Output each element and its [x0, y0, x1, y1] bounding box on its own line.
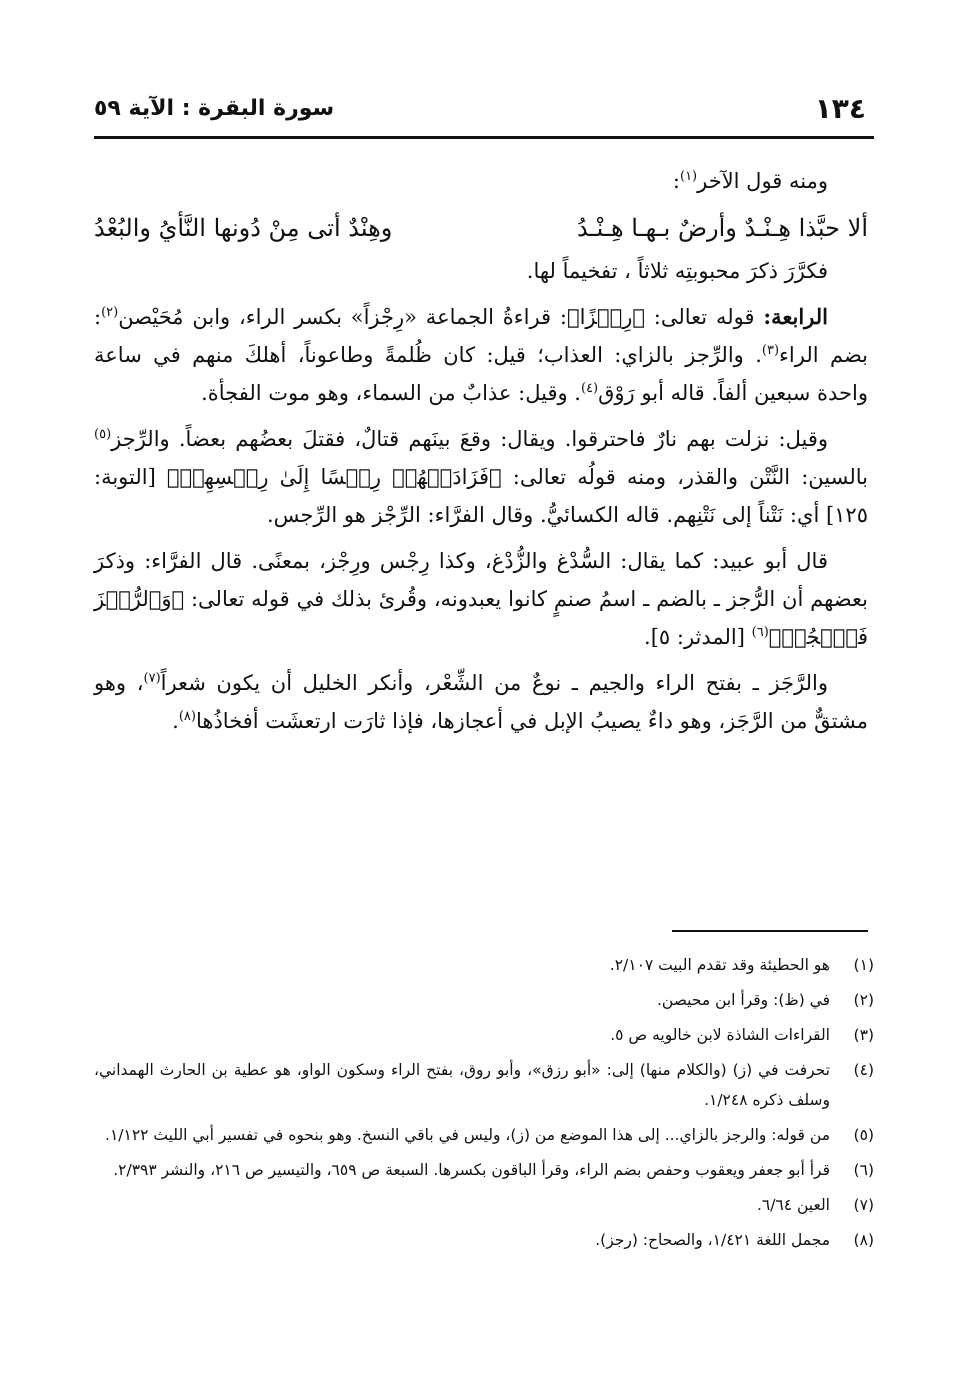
footnote-text: العين ٦/٦٤.: [756, 1196, 830, 1214]
footnote-ref-6: (٦): [751, 625, 769, 640]
intro-text: ومنه قول الآخر: [697, 169, 828, 193]
page-number: ١٣٤: [814, 92, 866, 125]
footnote-ref-3: (٣): [761, 343, 780, 358]
paragraph-text: والرَّجَز ـ بفتح الراء والجيم ـ نوعٌ من الشِّعْر، وأنكر الخليل أن يكون شعراً: [160, 671, 828, 695]
footnote: [94, 1055, 874, 1115]
footnote-number: (٣): [853, 1026, 874, 1044]
footnote-number: (٨): [853, 1231, 874, 1249]
paragraph-abu-ubaid: [94, 542, 868, 656]
footnote-number: (٢): [853, 991, 874, 1009]
footnotes: [94, 950, 874, 1260]
paragraph-text: . وقيل: عذابٌ من السماء، وهو موت الفجأة.: [201, 381, 581, 405]
paragraph-text: قال أبو عبيد: كما يقال: السُّدْغ والزُّدْغ، وكذا رِجْس ورِجْز، بمعنًى. قال الفرَّاء: وذكرَ بعضهم أن الرُّجز ـ بالضم ـ اسمُ صنمٍ كانوا يعبدونه، وقُرئ بذلك في قوله تعالى: ﴿وَٱلرُّجۡزَ فَٱهۡجُرۡ﴾: [94, 549, 868, 649]
footnote-ref-1: (١): [679, 169, 698, 184]
intro-line: [94, 162, 868, 200]
running-title: سورة البقرة : الآية ٥٩: [94, 96, 335, 121]
footnote-ref-2: (٢): [101, 305, 119, 320]
footnote: [94, 1190, 874, 1220]
verse-second-hemistich: وهِنْدٌ أتى مِنْ دُونها النَّأيُ والبُعْدُ: [94, 214, 393, 242]
footnote-text: قرأ أبو جعفر ويعقوب وحفص بضم الراء، وقرأ الباقون بكسرها. السبعة ص ٦٥٩، والتيسير ص ٢١٦، والنشر ٢/٣٩٣.: [113, 1161, 830, 1179]
footnote: [94, 985, 874, 1015]
paragraph-text: : بضم الراء: [94, 305, 868, 367]
main-text: [94, 162, 868, 748]
footnote-text: تحرفت في (ز) (والكلام منها) إلى: «أبو رزق»، وأبو روق، بفتح الراء وسكون الواو، هو عطية بن الحارث الهمداني، وسلف ذكره ١/٢٤٨.: [94, 1061, 830, 1109]
intro-colon: :: [672, 169, 680, 193]
footnote-ref-7: (٧): [143, 671, 161, 686]
footnote-number: (٥): [853, 1126, 874, 1144]
paragraph-text: بالسين: النَّتْن والقذر، ومنه قولُه تعالى: ﴿فَزَادَتۡهُمۡ رِجۡسًا إِلَىٰ رِجۡسِهِمۡ﴾ [التوبة: ١٢٥] أي: نَتْناً إلى نَتْنِهم. قاله الكسائيُّ. وقال الفرَّاء: الرِّجْز هو الرِّجس.: [94, 465, 868, 527]
footnote-text: من قوله: والرجز بالزاي... إلى هذا الموضع من (ز)، وليس في باقي النسخ. وهو بنحوه في تفسير أبي الليث ١/١٢٢.: [105, 1126, 830, 1144]
footnote: [94, 950, 874, 980]
footnote-number: (٧): [853, 1196, 874, 1214]
footnote-ref-8: (٨): [178, 709, 196, 724]
footnote-text: القراءات الشاذة لابن خالويه ص ٥.: [610, 1026, 830, 1044]
footnote: [94, 1020, 874, 1050]
footnote: [94, 1120, 874, 1150]
footnote-text: مجمل اللغة ١/٤٢١، والصحاح: (رجز).: [595, 1231, 830, 1249]
after-verse-text: فكرَّرَ ذكرَ محبوبتِه ثلاثاً ، تفخيماً لها.: [526, 259, 828, 283]
paragraph-rajaz: [94, 664, 868, 740]
footnote: [94, 1155, 874, 1185]
page-header: [94, 92, 874, 126]
paragraph-fire: [94, 420, 868, 534]
header-rule: [94, 136, 874, 139]
footnote-text: هو الحطيئة وقد تقدم البيت ٢/١٠٧.: [609, 956, 830, 974]
paragraph-text: [المدثر: ٥].: [644, 625, 752, 649]
poetry-verse: [94, 208, 868, 248]
paragraph-text: . والرِّجز بالزاي: العذاب؛ قيل: كان ظُلمةً وطاعوناً، أهلكَ منهم في ساعة واحدة سبعين ألفاً. قاله أبو رَوْق: [94, 343, 868, 405]
footnote-ref-4: (٤): [580, 381, 599, 396]
footnote-number: (٤): [853, 1061, 874, 1079]
footnote-text: في (ظ): وقرأ ابن محيصن.: [656, 991, 830, 1009]
section-heading: الرابعة:: [763, 304, 828, 329]
footnote-separator: [672, 930, 868, 932]
paragraph-text: وقيل: نزلت بهم نارٌ فاحترقوا. ويقال: وقعَ بينَهم قتالٌ، فقتلَ بعضُهم بعضاً. والرِّجز: [111, 427, 828, 451]
verse-first-hemistich: ألا حبَّذا هِـنْـدٌ وأرضٌ بـهـا هِـنْـدُ: [577, 214, 868, 242]
footnote-ref-5: (٥): [94, 427, 112, 442]
paragraph-text: .: [172, 709, 179, 733]
paragraph-text: ، وهو مشتقٌّ من الرَّجَز، وهو داءٌ يصيبُ الإبل في أعجازها، فإذا ثارَت ارتعشَت أفخاذُها: [94, 671, 868, 733]
footnote-number: (١): [853, 956, 874, 974]
footnote: [94, 1225, 874, 1255]
paragraph-fourth: [94, 298, 868, 412]
paragraph-text: قوله تعالى: ﴿رِجۡزًا﴾: قراءةُ الجماعة «رِجْزاً» بكسر الراء، وابن مُحَيْصن: [118, 305, 755, 329]
footnote-number: (٦): [853, 1161, 874, 1179]
